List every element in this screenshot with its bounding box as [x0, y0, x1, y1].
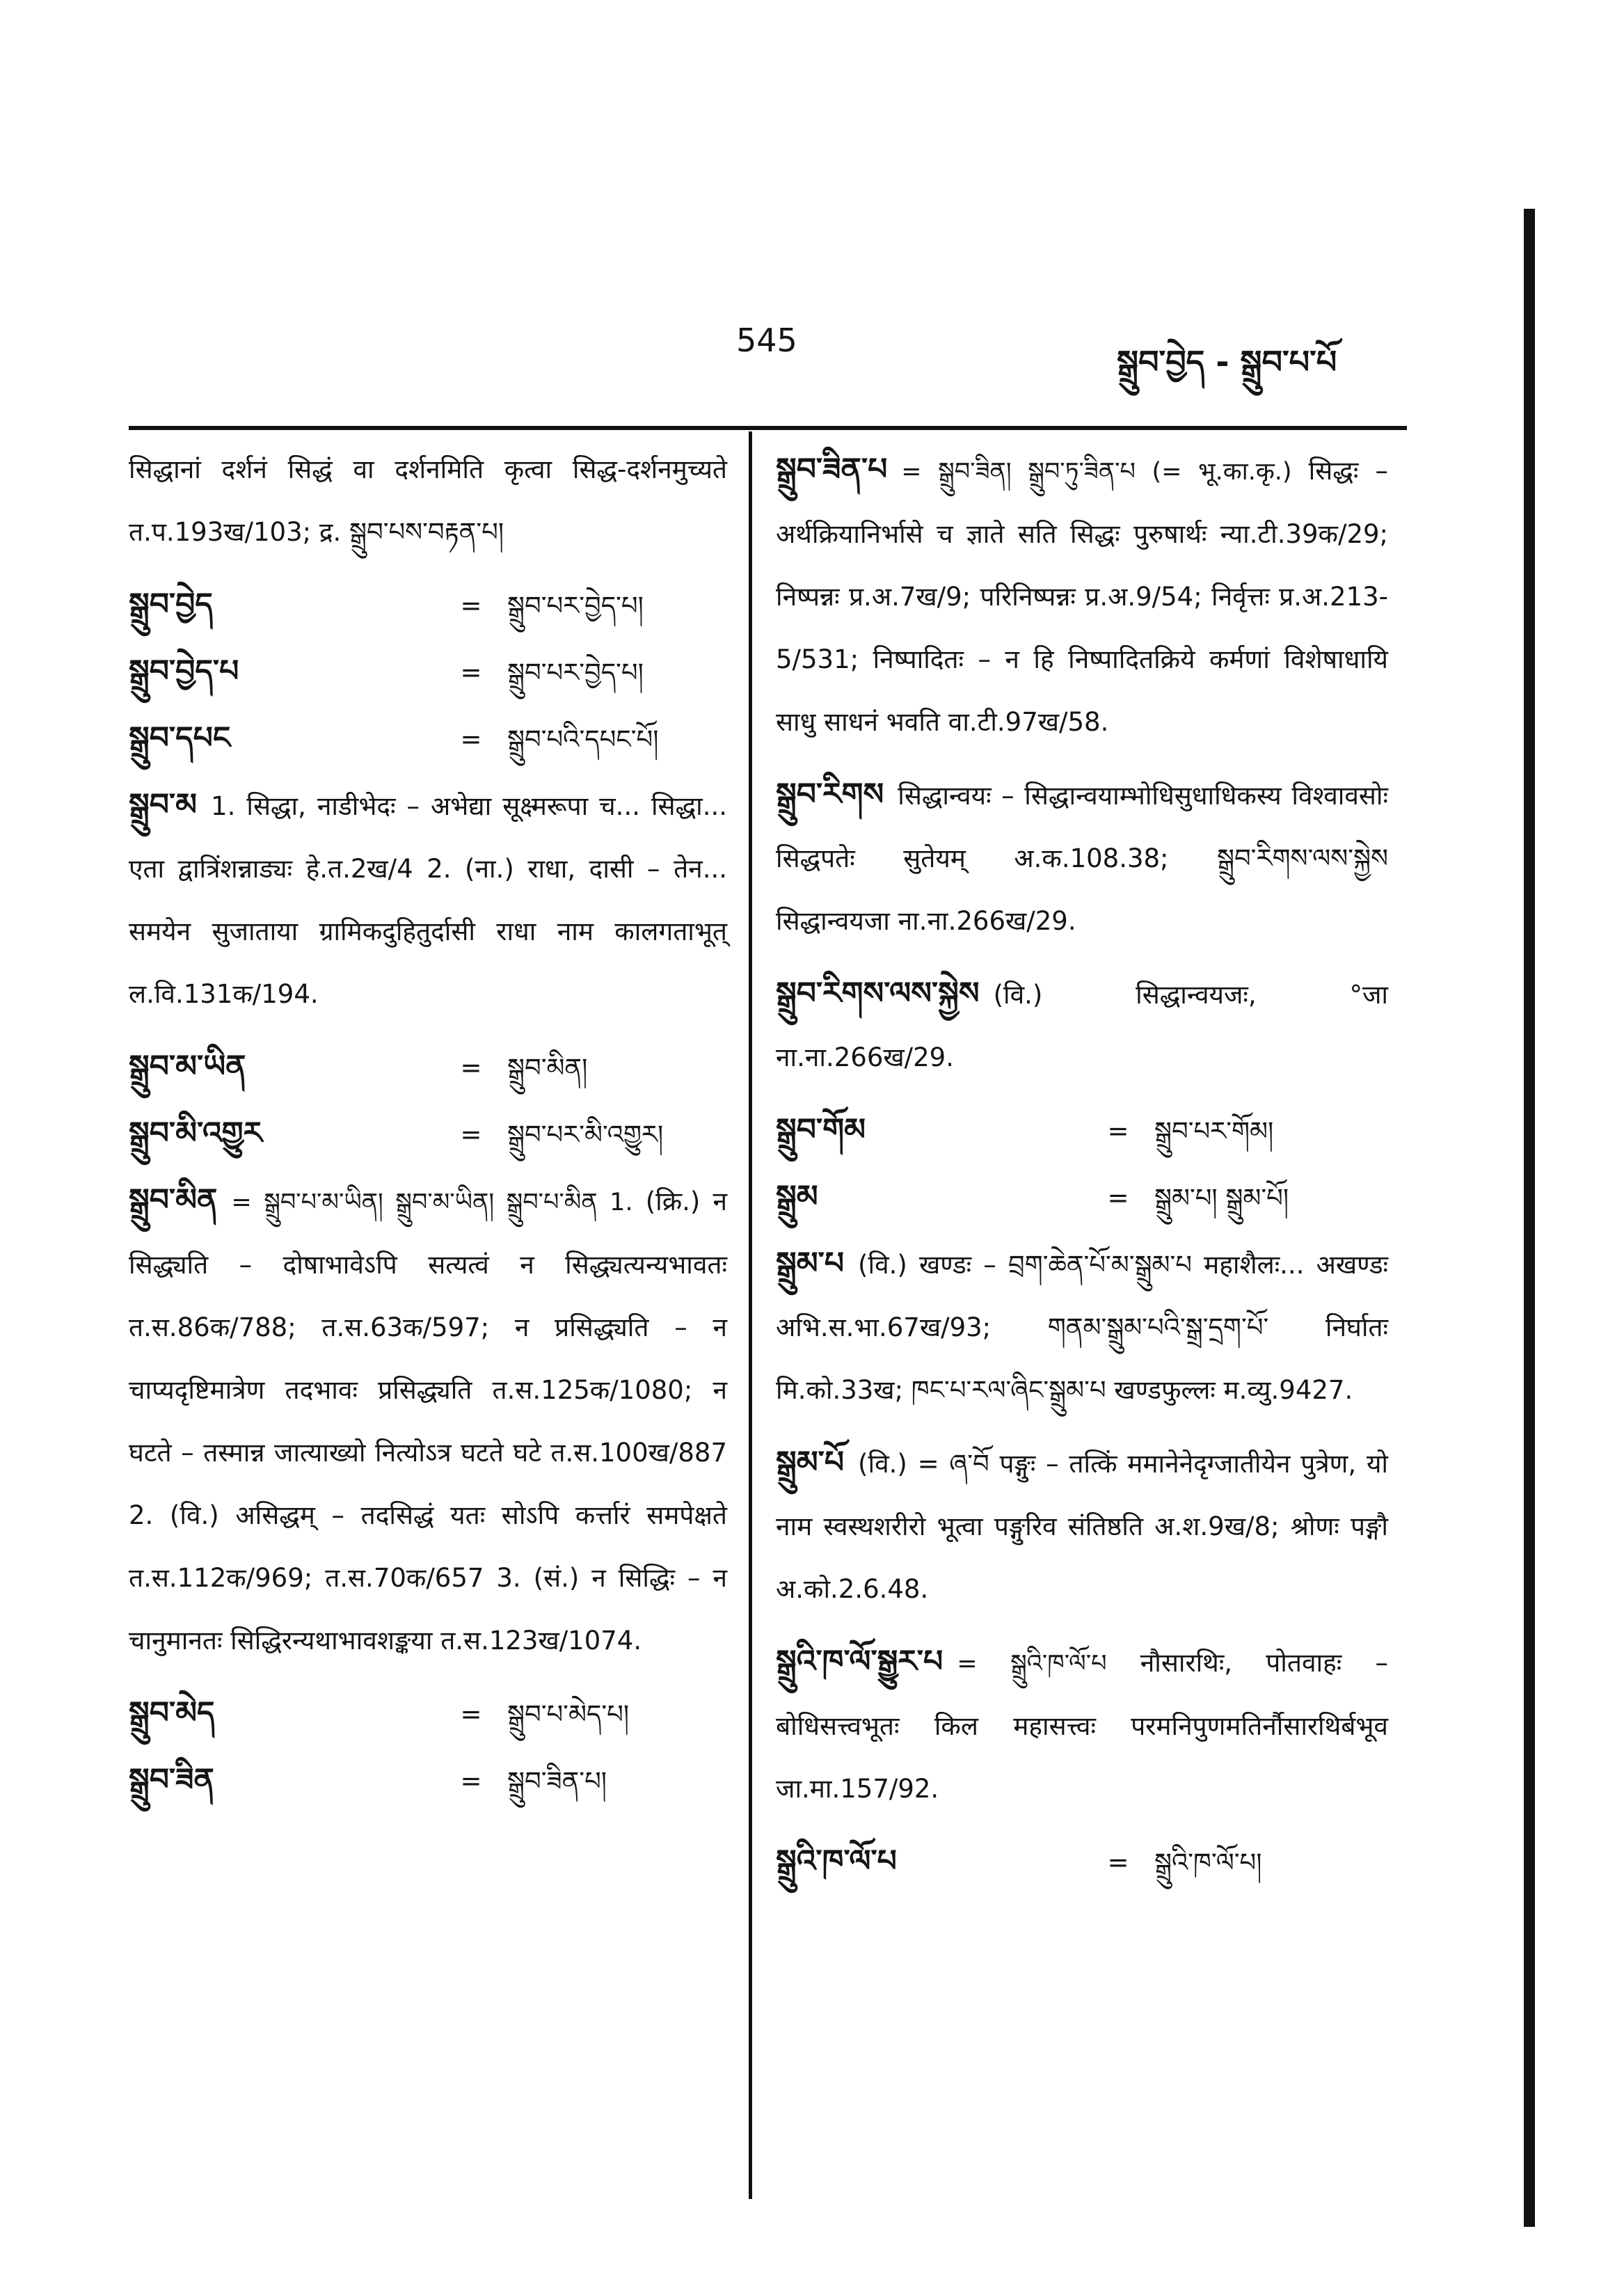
- cross-ref: སྒྲུབ་པར་བྱེད་པ།: [507, 591, 644, 621]
- equals-sign: =: [460, 591, 482, 621]
- list-item: [776, 1166, 1388, 1232]
- headword: སྒྲུབ་རིགས་ལས་སྐྱེས: [776, 976, 980, 1011]
- equals-sign: =: [460, 1053, 482, 1083]
- dictionary-entry: [776, 1431, 1388, 1621]
- list-item: [129, 1102, 727, 1169]
- dictionary-entry: [776, 962, 1388, 1089]
- headword: སྒྲུབ་བྱེད་པ: [129, 653, 239, 689]
- equals-sign: =: [460, 1699, 482, 1729]
- cross-ref: སྒྲུབ་པ་མེད་པ།: [507, 1699, 630, 1729]
- list-item: [129, 573, 727, 640]
- cross-ref: སྒྲུབ་མིན།: [507, 1053, 588, 1083]
- column-divider: [749, 431, 752, 2199]
- entry-body: नौसारथिः, पोतवाहः – बोधिसत्त्वभूतः किल महासत्त्वः परमनिपुणमतिर्नौसारथिर्बभूव जा.मा.157/92.: [776, 1648, 1388, 1804]
- equals-sign: =: [1107, 1183, 1129, 1213]
- equals-sign: =: [460, 724, 482, 754]
- list-item: [129, 707, 727, 774]
- headword: སྒྲུབ་མ་ཡིན: [129, 1049, 246, 1084]
- equals-sign: =: [1107, 1848, 1129, 1878]
- list-item: [776, 1099, 1388, 1166]
- headword: སྒྲུབ་དཔང: [129, 720, 231, 756]
- list-item: [129, 1749, 727, 1816]
- entry-body: 1. सिद्धा, नाडीभेदः – अभेद्या सूक्ष्मरूपा च... सिद्धा... एता द्वात्रिंशन्नाड्यः हे.त.2ख/4 2. (ना.) राधा, दासी – तेन... समयेन सुजाताया ग्रामिकदुहितुर्दासी राधा नाम कालगताभूत् ल.वि.131क/194.: [129, 791, 727, 1009]
- page-right-edge: [1524, 209, 1535, 2227]
- headword: སྒྲུབ་གོམ: [776, 1112, 866, 1148]
- cross-ref: སྒྲུབ་ཟིན་པ།: [507, 1766, 607, 1796]
- headword: སྒྲུབ་མིན: [129, 1182, 218, 1218]
- equals-sign: =: [460, 658, 482, 688]
- cross-ref: = སྒྲུའི་ཁ་ལོ་པ: [957, 1650, 1107, 1678]
- running-head: སྒྲུབ་བྱེད - སྒྲུབ་པ་པོ: [1117, 343, 1337, 381]
- dictionary-entry: [776, 763, 1388, 953]
- dictionary-entry: [129, 774, 727, 1026]
- headword: སྒྲུབ་རིགས: [776, 777, 884, 812]
- entry-body: सिद्धान्वयः – सिद्धान्वयाम्भोधिसुधाधिकस्य विश्वावसोः सिद्धपतेः सुतेयम् अ.क.108.38; སྒྲུབ་རིགས་ལས་སྐྱེས सिद्धान्वयजा ना.ना.266ख/29.: [776, 781, 1388, 936]
- headword: སྒྲུབ་བྱེད: [129, 587, 213, 622]
- headword: སྒྲུའི་ཁ་ལོ་སྒྱུར་པ: [776, 1644, 944, 1679]
- cross-ref: སྒྲུམ་པ། སྒྲུམ་པོ།: [1154, 1183, 1289, 1213]
- header-rule: [129, 426, 1407, 430]
- headword: སྒྲུབ་ཟིན: [129, 1762, 214, 1797]
- headword: སྒྲུམ་པ: [776, 1246, 845, 1281]
- cross-ref: སྒྲུའི་ཁ་ལོ་པ།: [1154, 1848, 1262, 1878]
- equals-sign: =: [460, 1120, 482, 1150]
- cross-ref: = སྒྲུབ་པ་མ་ཡིན། སྒྲུབ་མ་ཡིན། སྒྲུབ་པ་མིན 1.: [231, 1189, 633, 1216]
- headword: སྒྲུབ་ཟིན་པ: [776, 452, 888, 487]
- list-item: [129, 1682, 727, 1749]
- continuation-text: सिद्धानां दर्शनं सिद्धं वा दर्शनमिति कृत्वा सिद्ध-दर्शनमुच्यते त.प.193ख/103; द्र. སྒྲུབ་པས་བརྟན་པ།: [129, 454, 727, 547]
- cross-ref: སྒྲུབ་པར་མི་འགྱུར།: [507, 1120, 664, 1150]
- entry-body: (वि.) सिद्धान्वयजः, °जा ना.ना.266ख/29.: [776, 980, 1388, 1072]
- cross-ref: སྒྲུབ་པའི་དཔང་པོ།: [507, 724, 659, 754]
- headword: སྒྲུམ: [776, 1179, 818, 1214]
- headword: སྒྲུམ་པོ: [776, 1445, 845, 1480]
- headword: སྒྲུབ་མི་འགྱུར: [129, 1116, 263, 1151]
- list-item: [129, 1035, 727, 1102]
- entry-body: (वि.) = ཞ་བོ पङ्गुः – तत्किं ममानेनेदृग्जातीयेन पुत्रेण, यो नाम स्वस्थशरीरो भूत्वा पङ्गुरिव संतिष्ठति अ.श.9ख/8; श्रोणः पङ्गौ अ.को.2.6.48.: [776, 1449, 1388, 1604]
- cross-ref: = སྒྲུབ་ཟིན། སྒྲུབ་ཏུ་ཟིན་པ (= भू.का.कृ.): [901, 458, 1292, 486]
- dictionary-entry: [129, 1169, 727, 1672]
- list-item: [129, 640, 727, 707]
- headword: སྒྲུབ་མེད: [129, 1695, 215, 1731]
- equals-sign: =: [460, 1766, 482, 1796]
- entry-body: (क्रि.) न सिद्ध्यति – दोषाभावेऽपि सत्यत्वं न सिद्ध्यत्यन्यभावतः त.स.86क/788; त.स.63क/597; न प्रसिद्ध्यति – न चाप्यदृष्टिमात्रेण तदभावः प्रसिद्ध्यति त.स.125क/1080; न घटते – तस्मान्न जात्याख्यो नित्योऽत्र घटते घटे त.स.100ख/887 2. (वि.) असिद्धम् – तदसिद्धं यतः सोऽपि कर्त्तारं समपेक्षते त.स.112क/969; त.स.70क/657 3. (सं.) न सिद्धिः – न चानुमानतः सिद्धिरन्यथाभावशङ्कया त.स.123ख/1074.: [129, 1186, 727, 1656]
- dictionary-entry: [776, 1232, 1388, 1422]
- headword: སྒྲུའི་ཁ་ལོ་པ: [776, 1843, 897, 1879]
- entry-body: सिद्धः – अर्थक्रियानिर्भासे च ज्ञाते सति सिद्धः पुरुषार्थः न्या.टी.39क/29; निष्पन्नः प्र.अ.7ख/9; परिनिष्पन्नः प्र.अ.9/54; निर्वृत्तः प्र.अ.213-5/531; निष्पादितः – न हि निष्पादितक्रिये कर्मणां विशेषाधायि साधु साधनं भवति वा.टी.97ख/58.: [776, 456, 1388, 737]
- cross-ref: སྒྲུབ་པར་བྱེད་པ།: [507, 658, 644, 688]
- list-item: [776, 1830, 1388, 1897]
- entry-body: (वि.) खण्डः – བྲག་ཆེན་པོ་མ་སྒྲུམ་པ महाशैलः... अखण्डः अभि.स.भा.67ख/93; གནམ་སྒྲུམ་པའི་སྒྲ་དྲག་པོ་ निर्घातः मि.को.33ख; ཁང་པ་རལ་ཞིང་སྒྲུམ་པ खण्डफुल्लः म.व्यु.9427.: [776, 1250, 1388, 1405]
- cross-ref: སྒྲུབ་པར་གོམ།: [1154, 1116, 1274, 1146]
- dictionary-entry: [776, 1630, 1388, 1820]
- left-column: [129, 438, 727, 1816]
- page-number: 545: [736, 322, 797, 359]
- headword: སྒྲུབ་མ: [129, 787, 198, 823]
- right-column: [776, 438, 1388, 1897]
- dictionary-entry: [776, 438, 1388, 754]
- equals-sign: =: [1107, 1116, 1129, 1146]
